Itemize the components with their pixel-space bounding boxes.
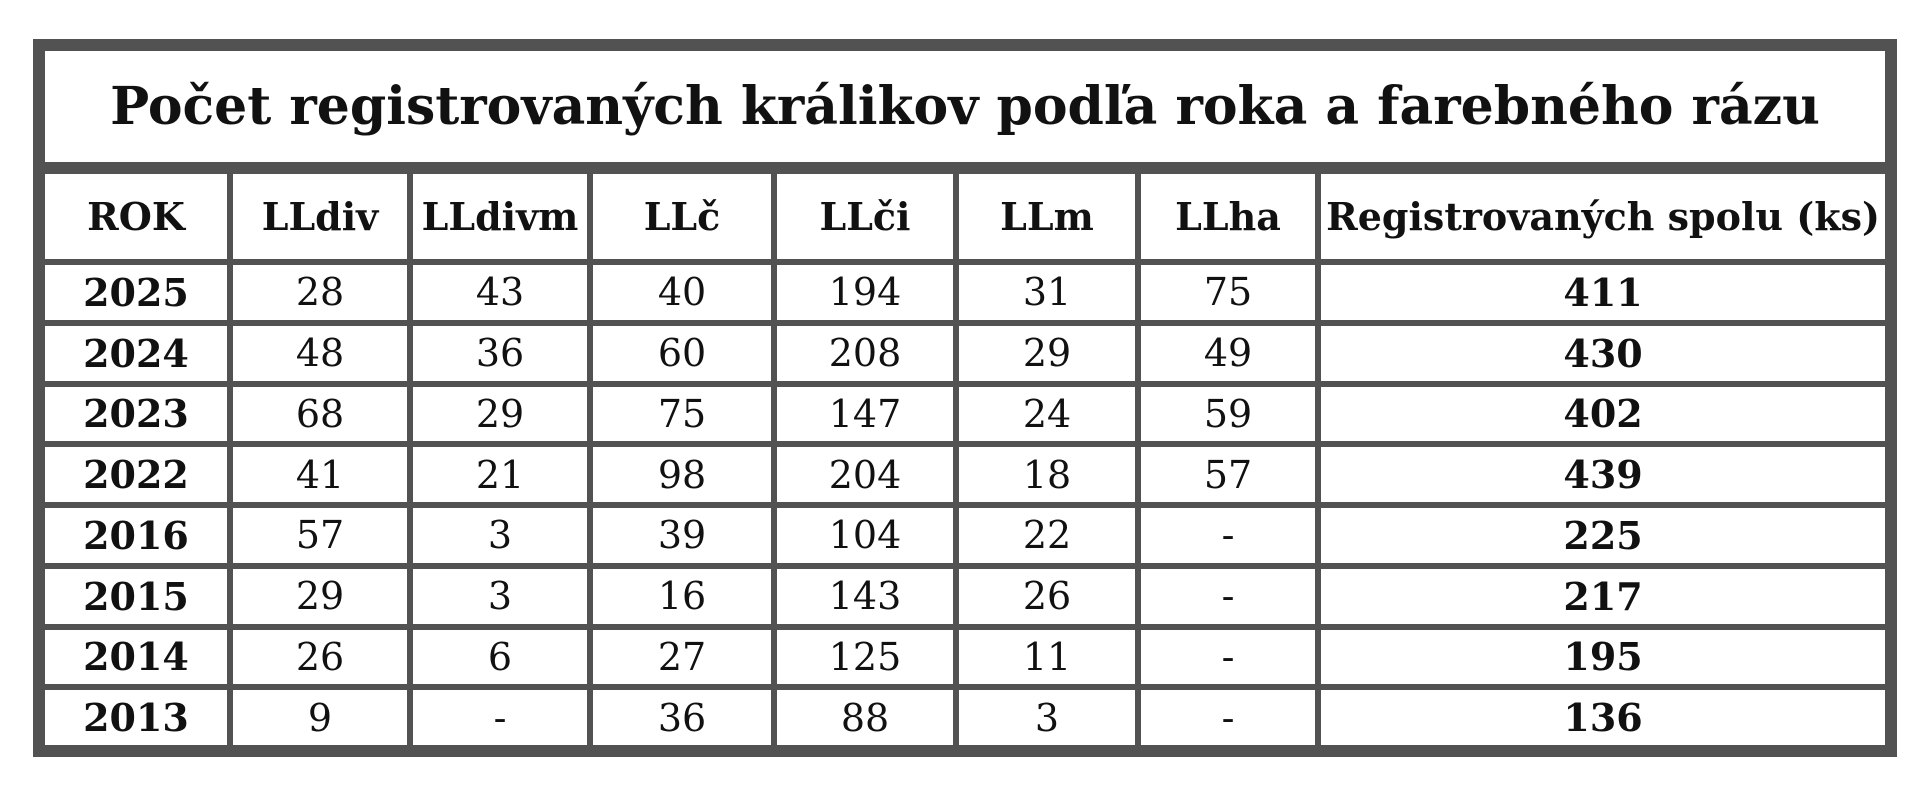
value-cell: 104 bbox=[774, 505, 956, 566]
value-cell: 57 bbox=[1138, 444, 1318, 505]
value-cell: 22 bbox=[956, 505, 1138, 566]
total-cell: 439 bbox=[1318, 444, 1888, 505]
value-cell: 29 bbox=[230, 566, 410, 627]
value-cell: - bbox=[410, 687, 590, 748]
value-cell: 75 bbox=[1138, 262, 1318, 323]
year-cell: 2023 bbox=[42, 384, 230, 445]
year-cell: 2015 bbox=[42, 566, 230, 627]
column-header-lldivm: LLdivm bbox=[410, 170, 590, 262]
total-cell: 430 bbox=[1318, 323, 1888, 384]
column-header-ll-i: LLči bbox=[774, 170, 956, 262]
value-cell: - bbox=[1138, 505, 1318, 566]
year-cell: 2022 bbox=[42, 444, 230, 505]
table-row-2015 bbox=[42, 566, 1888, 627]
column-header-lldiv: LLdiv bbox=[230, 170, 410, 262]
value-cell: 27 bbox=[590, 627, 774, 688]
value-cell: 59 bbox=[1138, 384, 1318, 445]
value-cell: 6 bbox=[410, 627, 590, 688]
total-cell: 411 bbox=[1318, 262, 1888, 323]
table-row-2023 bbox=[42, 384, 1888, 445]
title-row bbox=[42, 48, 1888, 170]
value-cell: 43 bbox=[410, 262, 590, 323]
value-cell: - bbox=[1138, 687, 1318, 748]
value-cell: 28 bbox=[230, 262, 410, 323]
value-cell: 41 bbox=[230, 444, 410, 505]
table-row-2014 bbox=[42, 627, 1888, 688]
year-cell: 2013 bbox=[42, 687, 230, 748]
total-cell: 136 bbox=[1318, 687, 1888, 748]
rabbit-registry bbox=[33, 39, 1897, 757]
value-cell: 36 bbox=[590, 687, 774, 748]
value-cell: 208 bbox=[774, 323, 956, 384]
year-cell: 2014 bbox=[42, 627, 230, 688]
value-cell: 143 bbox=[774, 566, 956, 627]
column-header-row bbox=[42, 170, 1888, 262]
total-cell: 225 bbox=[1318, 505, 1888, 566]
value-cell: 48 bbox=[230, 323, 410, 384]
value-cell: 40 bbox=[590, 262, 774, 323]
year-cell: 2025 bbox=[42, 262, 230, 323]
value-cell: 11 bbox=[956, 627, 1138, 688]
value-cell: - bbox=[1138, 627, 1318, 688]
value-cell: 88 bbox=[774, 687, 956, 748]
value-cell: 36 bbox=[410, 323, 590, 384]
value-cell: 147 bbox=[774, 384, 956, 445]
value-cell: 75 bbox=[590, 384, 774, 445]
value-cell: 49 bbox=[1138, 323, 1318, 384]
value-cell: 16 bbox=[590, 566, 774, 627]
column-header-registrovan-ch-spolu-ks: Registrovaných spolu (ks) bbox=[1318, 170, 1888, 262]
value-cell: 57 bbox=[230, 505, 410, 566]
year-cell: 2024 bbox=[42, 323, 230, 384]
value-cell: 18 bbox=[956, 444, 1138, 505]
value-cell: 31 bbox=[956, 262, 1138, 323]
table-row-2024 bbox=[42, 323, 1888, 384]
year-cell: 2016 bbox=[42, 505, 230, 566]
column-header-rok: ROK bbox=[42, 170, 230, 262]
value-cell: 26 bbox=[230, 627, 410, 688]
value-cell: 3 bbox=[956, 687, 1138, 748]
value-cell: 68 bbox=[230, 384, 410, 445]
table-title: Počet registrovaných králikov podľa roka a farebného rázu bbox=[42, 48, 1888, 170]
total-cell: 217 bbox=[1318, 566, 1888, 627]
column-header-ll: LLč bbox=[590, 170, 774, 262]
value-cell: - bbox=[1138, 566, 1318, 627]
column-header-llha: LLha bbox=[1138, 170, 1318, 262]
table-row-2016 bbox=[42, 505, 1888, 566]
value-cell: 98 bbox=[590, 444, 774, 505]
value-cell: 39 bbox=[590, 505, 774, 566]
value-cell: 21 bbox=[410, 444, 590, 505]
value-cell: 24 bbox=[956, 384, 1138, 445]
value-cell: 204 bbox=[774, 444, 956, 505]
value-cell: 60 bbox=[590, 323, 774, 384]
value-cell: 125 bbox=[774, 627, 956, 688]
total-cell: 402 bbox=[1318, 384, 1888, 445]
rabbit-registration-table bbox=[33, 39, 1897, 757]
column-header-llm: LLm bbox=[956, 170, 1138, 262]
value-cell: 3 bbox=[410, 566, 590, 627]
value-cell: 3 bbox=[410, 505, 590, 566]
value-cell: 26 bbox=[956, 566, 1138, 627]
total-cell: 195 bbox=[1318, 627, 1888, 688]
value-cell: 29 bbox=[956, 323, 1138, 384]
table-row-2013 bbox=[42, 687, 1888, 748]
value-cell: 29 bbox=[410, 384, 590, 445]
value-cell: 194 bbox=[774, 262, 956, 323]
table-row-2022 bbox=[42, 444, 1888, 505]
table-row-2025 bbox=[42, 262, 1888, 323]
value-cell: 9 bbox=[230, 687, 410, 748]
